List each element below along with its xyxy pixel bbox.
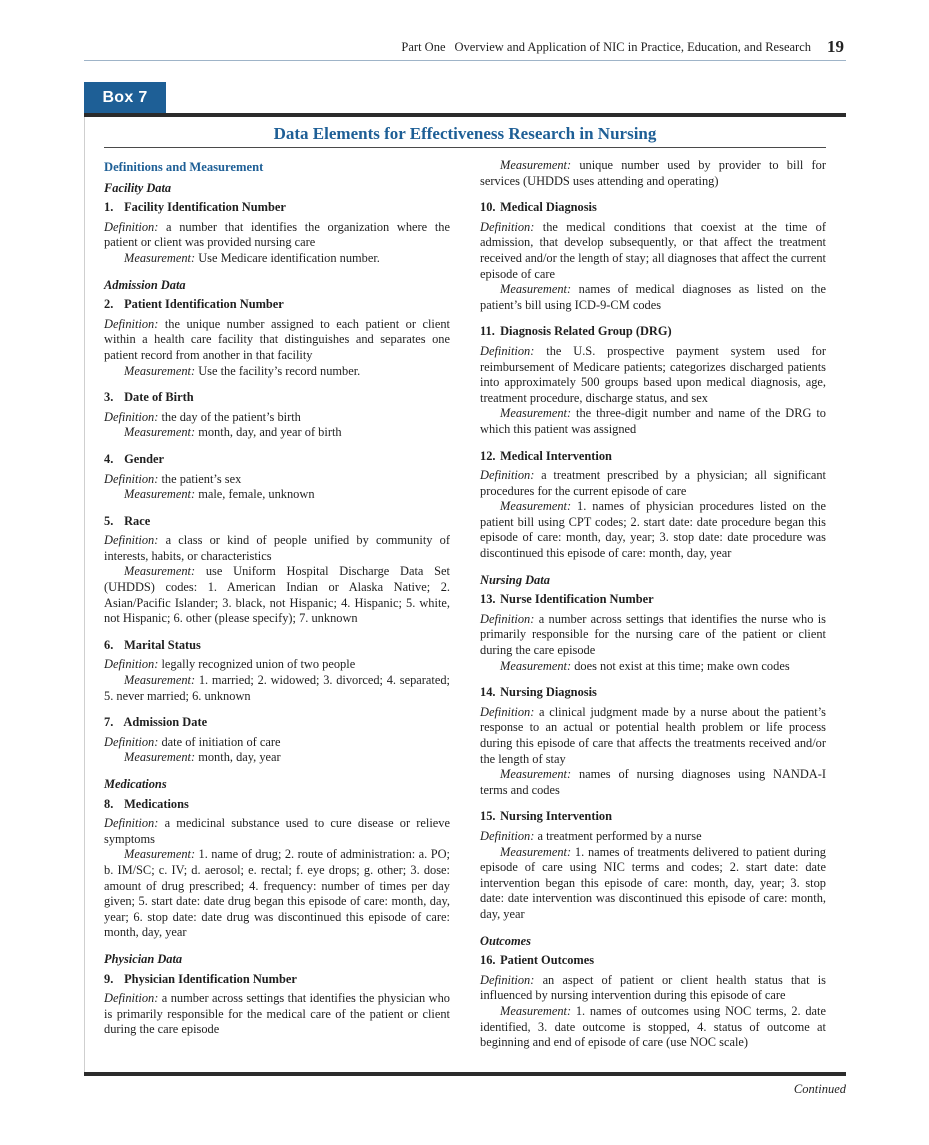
item-6 <box>104 638 450 704</box>
item-9-continued <box>480 158 826 189</box>
header-part: Part One <box>401 39 446 54</box>
item-title: 1. Facility Identification Number <box>104 200 286 215</box>
item-title: 8. Medications <box>104 796 189 811</box>
item-title: 6. Marital Status <box>104 637 201 652</box>
item-8 <box>104 797 450 941</box>
item-7 <box>104 715 450 766</box>
item-4 <box>104 452 450 503</box>
item-title: 14. Nursing Diagnosis <box>480 685 597 700</box>
item-3 <box>104 390 450 441</box>
right-column <box>480 158 826 1062</box>
item-definition: Definition: the day of the patient’s birth <box>104 409 301 424</box>
item-10 <box>480 200 826 313</box>
group-heading-outcomes: Outcomes <box>480 933 531 948</box>
item-title: 3. Date of Birth <box>104 390 194 405</box>
box-left-border <box>84 117 85 1075</box>
item-measurement: Measurement: names of nursing diagnoses using NANDA-I terms and codes <box>480 767 826 797</box>
item-title: 7. Admission Date <box>104 715 208 730</box>
item-title: 10. Medical Diagnosis <box>480 200 597 215</box>
item-measurement: Measurement: 1. names of physician procedures listed on the patient bill using CPT codes; 2. start date: date procedure began this episode of care: month, day, year; 3. stop date: date procedure was discontinued this episode of care: month, day, year <box>480 499 826 561</box>
item-9 <box>104 972 450 1038</box>
item-definition: Definition: an aspect of patient or client health status that is influenced by nursing intervention during this episode of care <box>480 972 826 1003</box>
item-measurement: Measurement: male, female, unknown <box>124 487 315 502</box>
page-number: 19 <box>827 37 844 56</box>
item-definition: Definition: a clinical judgment made by a nurse about the patient’s response to an actual or potential health problem or life process during this episode of care that affects the treatments received and/or the length of stay <box>480 704 826 766</box>
item-measurement: Measurement: 1. name of drug; 2. route of administration: a. PO; b. IM/SC; c. IV; d. aerosol; e. rectal; f. eye drops; g. other; 3. dose: amount of drug prescribed; 4. frequency: number of times per day given; 5. start date: date drug began this episode of care: month, day, year; 6. stop date: date drug was discontinued this episode of care: month, day, year <box>104 847 450 940</box>
item-11 <box>480 324 826 437</box>
group-heading-nursing: Nursing Data <box>480 572 550 587</box>
item-measurement: Measurement: 1. names of treatments delivered to patient during episode of care using NIC terms and codes; 2. start date: date intervention began this episode of care: month, day, year; 3. stop date: date intervention was discontinued this episode of care: month, day, year <box>480 844 826 921</box>
item-2 <box>104 297 450 379</box>
item-measurement: Measurement: the three-digit number and name of the DRG to which this patient was assigned <box>480 406 826 436</box>
box-label: Box 7 <box>84 82 166 114</box>
item-measurement: Measurement: 1. names of outcomes using NOC terms, 2. date identified, 3. date outcome is stopped, 4. status of outcome at beginning and end of episode of care (use NOC scale) <box>480 1003 826 1050</box>
item-definition: Definition: a number that identifies the organization where the patient or client was provided nursing care <box>104 219 450 250</box>
item-title: 12. Medical Intervention <box>480 448 612 463</box>
item-definition: Definition: a class or kind of people unified by community of interests, habits, or characteristics <box>104 533 450 563</box>
item-definition: Definition: a treatment prescribed by a physician; all significant procedures for the current episode of care <box>480 468 826 498</box>
box-bottom-rule <box>84 1072 846 1076</box>
item-16 <box>480 953 826 1051</box>
item-measurement: Measurement: names of medical diagnoses as listed on the patient’s bill using ICD-9-CM codes <box>480 282 826 312</box>
item-definition: Definition: legally recognized union of two people <box>104 657 356 672</box>
box-top-rule <box>84 113 846 117</box>
left-column <box>104 158 450 1049</box>
group-heading-admission: Admission Data <box>104 277 186 292</box>
item-title: 11. Diagnosis Related Group (DRG) <box>480 324 672 339</box>
item-measurement: Measurement: month, day, year <box>124 750 281 765</box>
header-title: Overview and Application of NIC in Practice, Education, and Research <box>454 39 811 54</box>
item-12 <box>480 449 826 562</box>
item-15 <box>480 809 826 922</box>
group-heading-physician: Physician Data <box>104 951 183 966</box>
continued-note: Continued <box>793 1082 846 1096</box>
item-measurement: Measurement: unique number used by provider to bill for services (UHDDS uses attending and operating) <box>480 158 826 188</box>
item-measurement: Measurement: Use Medicare identification number. <box>124 250 380 265</box>
item-definition: Definition: the medical conditions that coexist at the time of admission, that develop subsequently, or that affect the treatment received and/or the length of stay; all diagnoses that affect the current episode of care <box>480 219 826 281</box>
item-measurement: Measurement: 1. married; 2. widowed; 3. divorced; 4. separated; 5. never married; 6. unknown <box>104 673 450 703</box>
item-measurement: Measurement: use Uniform Hospital Discharge Data Set (UHDDS) codes: 1. American Indian or Alaska Native; 2. Asian/Pacific Islander; 3. black, not Hispanic; 4. Hispanic; 5. white, not Hispanic; 6. other (please specify); 7. unknown <box>104 564 450 626</box>
item-title: 2. Patient Identification Number <box>104 297 284 312</box>
section-heading: Definitions and Measurement <box>104 160 264 174</box>
item-title: 4. Gender <box>104 451 165 466</box>
item-definition: Definition: a number across settings that identifies the physician who is primarily responsible for the medical care of the patient or client during the care episode <box>104 991 450 1037</box>
item-definition: Definition: the patient’s sex <box>104 471 242 486</box>
item-definition: Definition: a medicinal substance used to cure disease or relieve symptoms <box>104 816 450 846</box>
item-5 <box>104 514 450 627</box>
item-definition: Definition: the unique number assigned to each patient or client within a health care facility that distinguishes and separates one patient record from another in that facility <box>104 316 450 362</box>
item-14 <box>480 685 826 798</box>
item-title: 5. Race <box>104 513 151 528</box>
item-definition: Definition: a number across settings that identifies the nurse who is primarily responsible for the nursing care of the patient or client during the care episode <box>480 611 826 658</box>
group-heading-medications: Medications <box>104 777 167 791</box>
item-measurement: Measurement: month, day, and year of birth <box>124 425 342 440</box>
box-title: Data Elements for Effectiveness Research in Nursing <box>104 121 826 148</box>
item-definition: Definition: a treatment performed by a nurse <box>480 828 702 843</box>
group-heading-facility: Facility Data <box>104 180 172 195</box>
item-definition: Definition: date of initiation of care <box>104 734 281 749</box>
item-definition: Definition: the U.S. prospective payment system used for reimbursement of Medicare patients; categorizes discharged patients into approximately 500 groups based upon medical diagnosis, age, treatment procedure, discharge status, and sex <box>480 343 826 405</box>
item-measurement: Measurement: Use the facility’s record number. <box>124 363 361 378</box>
item-1 <box>104 200 450 266</box>
item-title: 9. Physician Identification Number <box>104 971 297 986</box>
item-title: 13. Nurse Identification Number <box>480 592 654 607</box>
item-title: 16. Patient Outcomes <box>480 953 595 968</box>
item-13 <box>480 592 826 674</box>
item-measurement: Measurement: does not exist at this time; make own codes <box>500 658 790 673</box>
item-title: 15. Nursing Intervention <box>480 809 612 824</box>
running-header <box>84 34 846 61</box>
